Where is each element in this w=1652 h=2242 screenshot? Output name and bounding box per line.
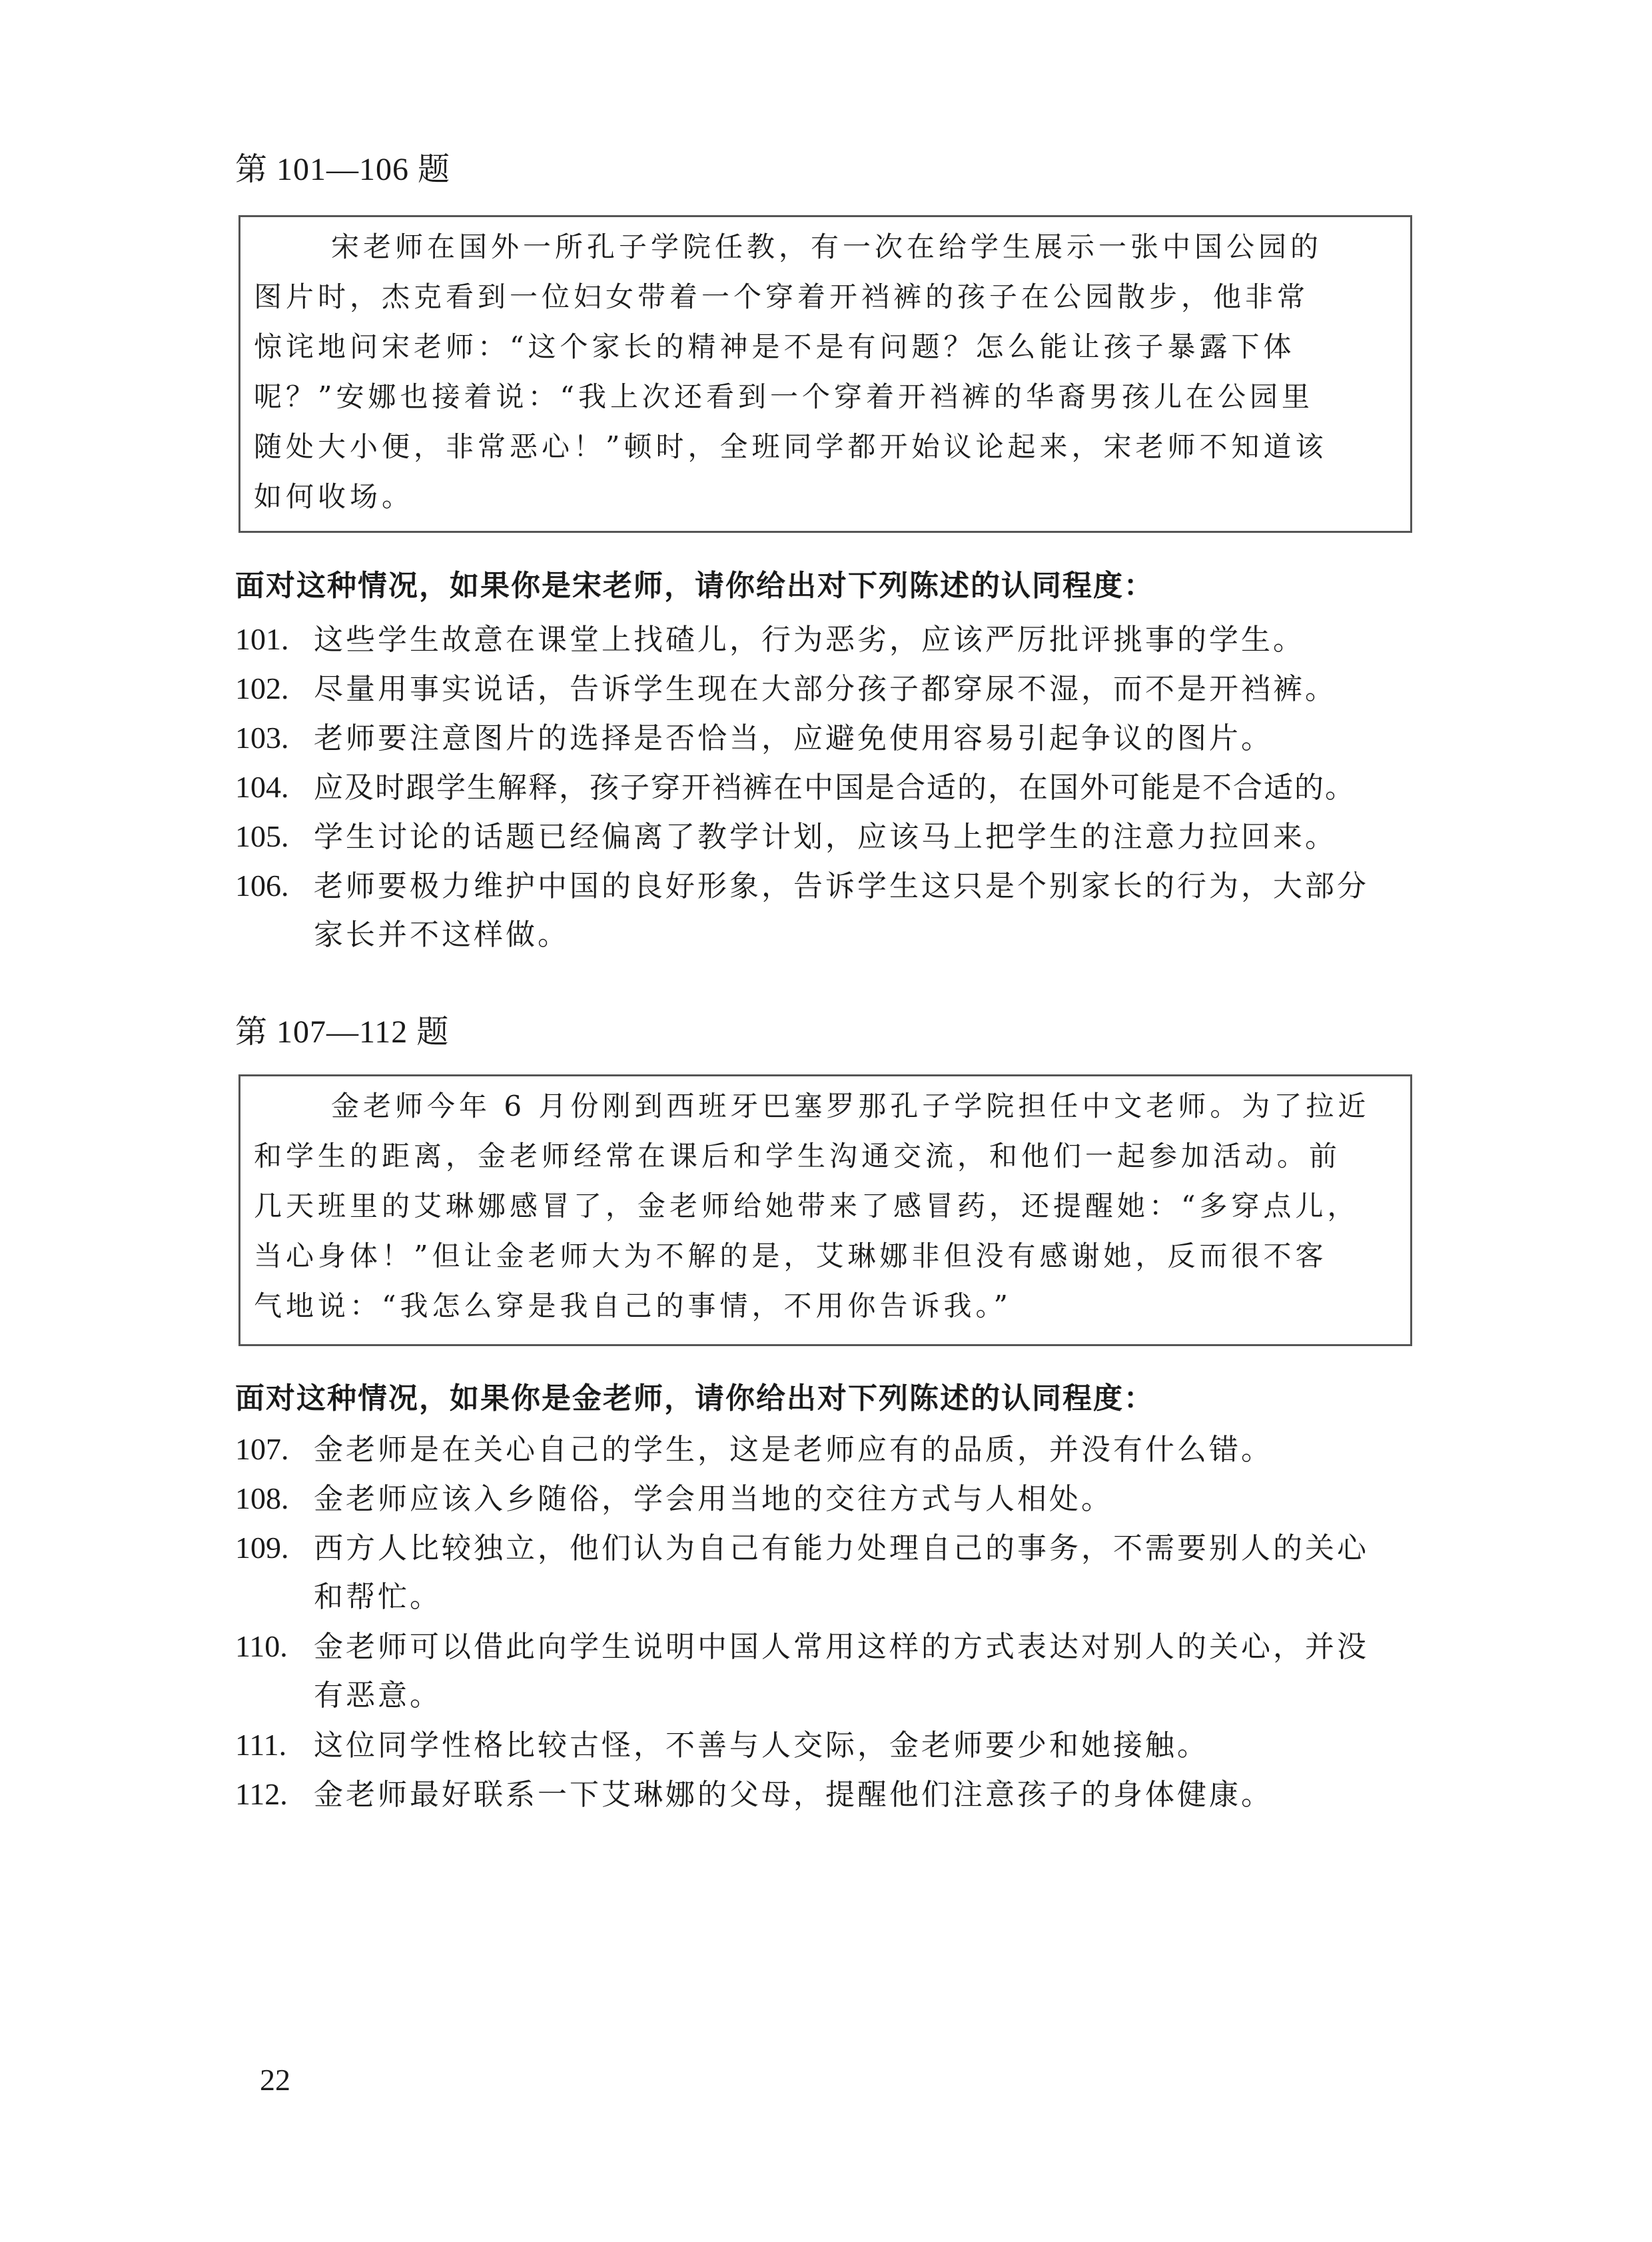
section-heading: 第 107—112 题 <box>235 1014 450 1050</box>
item-text: 金老师应该入乡随俗，学会用当地的交往方式与人相处。 <box>314 1482 1113 1516</box>
item-number: 107. <box>235 1432 289 1466</box>
list-item <box>235 1726 1209 1764</box>
item-text: 老师要极力维护中国的良好形象，告诉学生这只是个别家长的行为，大部分 <box>314 869 1369 903</box>
passage-line: 当心身体！”但让金老师大为不解的是，艾琳娜非但没有感谢她，反而很不客 <box>254 1240 1328 1272</box>
item-text: 金老师是在关心自己的学生，这是老师应有的品质，并没有什么错。 <box>314 1433 1273 1467</box>
section-heading: 第 101—106 题 <box>235 152 451 187</box>
item-text: 尽量用事实说话，告诉学生现在大部分孩子都穿尿不湿，而不是开裆裤。 <box>314 672 1337 706</box>
passage-line: 几天班里的艾琳娜感冒了，金老师给她带来了感冒药，还提醒她：“多穿点儿， <box>254 1190 1360 1222</box>
list-item <box>235 1529 1369 1567</box>
passage-line: 呢？”安娜也接着说：“我上次还看到一个穿着开裆裤的华裔男孩儿在公园里 <box>254 380 1314 413</box>
item-text: 这些学生故意在课堂上找碴儿，行为恶劣，应该严厉批评挑事的学生。 <box>314 623 1305 657</box>
item-number: 110. <box>235 1629 288 1663</box>
list-item <box>235 1628 1369 1666</box>
page-number: 22 <box>260 2063 290 2097</box>
item-text: 这位同学性格比较古怪，不善与人交际，金老师要少和她接触。 <box>314 1728 1209 1762</box>
item-number: 101. <box>235 622 289 656</box>
list-item <box>235 1776 1273 1814</box>
item-text-continuation: 和帮忙。 <box>314 1580 442 1614</box>
item-number: 109. <box>235 1531 289 1565</box>
passage-line: 惊诧地问宋老师：“这个家长的精神是不是有问题？怎么能让孩子暴露下体 <box>254 330 1296 363</box>
item-number: 104. <box>235 770 289 804</box>
item-number: 105. <box>235 819 289 853</box>
item-number: 106. <box>235 869 289 903</box>
list-item <box>235 867 1369 905</box>
passage-line: 随处大小便，非常恶心！”顿时，全班同学都开始议论起来，宋老师不知道该 <box>254 430 1328 463</box>
item-text: 金老师可以借此向学生说明中国人常用这样的方式表达对别人的关心，并没 <box>314 1630 1369 1664</box>
item-number: 108. <box>235 1481 289 1515</box>
item-number: 103. <box>235 721 289 755</box>
item-number: 112. <box>235 1777 288 1811</box>
list-item <box>235 621 1305 659</box>
question-prompt: 面对这种情况，如果你是宋老师，请你给出对下列陈述的认同程度： <box>235 569 1154 603</box>
list-item <box>235 1480 1113 1518</box>
passage-line: 和学生的距离，金老师经常在课后和学生沟通交流，和他们一起参加活动。前 <box>254 1140 1342 1172</box>
item-text: 应及时跟学生解释，孩子穿开裆裤在中国是合适的，在国外可能是不合适的。 <box>314 771 1356 805</box>
list-item <box>235 1431 1273 1469</box>
passage-box <box>238 1074 1412 1346</box>
item-text-continuation: 有恶意。 <box>314 1679 442 1712</box>
list-item <box>235 769 1356 807</box>
item-number: 111. <box>235 1728 287 1762</box>
item-text: 西方人比较独立，他们认为自己有能力处理自己的事务，不需要别人的关心 <box>314 1531 1369 1565</box>
item-text: 金老师最好联系一下艾琳娜的父母，提醒他们注意孩子的身体健康。 <box>314 1778 1273 1812</box>
item-text-continuation: 家长并不这样做。 <box>314 918 570 952</box>
question-prompt: 面对这种情况，如果你是金老师，请你给出对下列陈述的认同程度： <box>235 1381 1154 1415</box>
passage-line: 气地说：“我怎么穿是我自己的事情，不用你告诉我。” <box>254 1290 1012 1322</box>
passage-line: 如何收场。 <box>254 480 414 513</box>
passage-line: 金老师今年 6 月份刚到西班牙巴塞罗那孔子学院担任中文老师。为了拉近 <box>331 1090 1370 1122</box>
passage-line: 宋老师在国外一所孔子学院任教，有一次在给学生展示一张中国公园的 <box>331 230 1323 263</box>
item-text: 老师要注意图片的选择是否恰当，应避免使用容易引起争议的图片。 <box>314 721 1273 755</box>
passage-box <box>238 215 1412 533</box>
item-number: 102. <box>235 671 289 705</box>
list-item <box>235 818 1337 856</box>
list-item <box>235 719 1273 757</box>
item-text: 学生讨论的话题已经偏离了教学计划，应该马上把学生的注意力拉回来。 <box>314 820 1337 854</box>
passage-line: 图片时，杰克看到一位妇女带着一个穿着开裆裤的孩子在公园散步，他非常 <box>254 280 1310 313</box>
list-item <box>235 670 1337 708</box>
